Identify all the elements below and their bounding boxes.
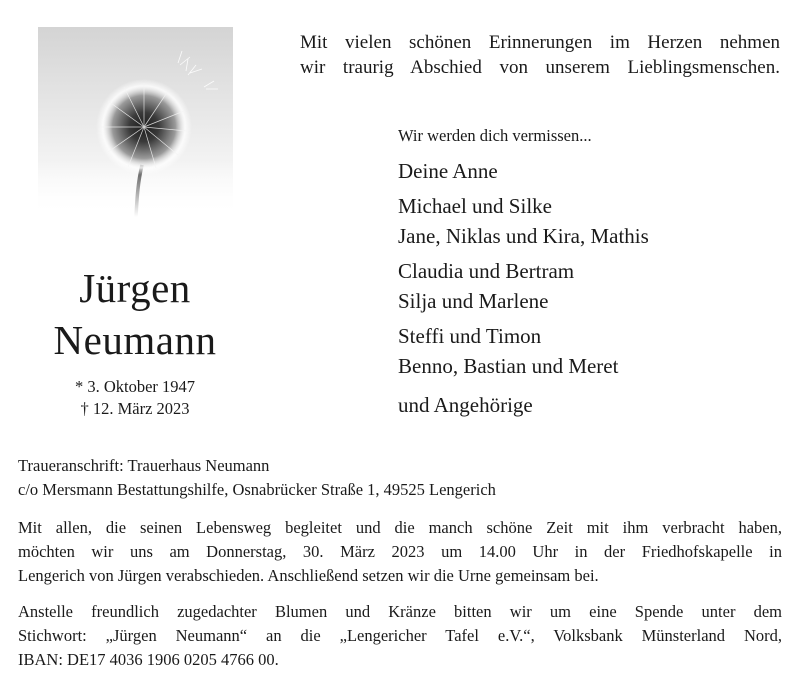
mourner-line: Steffi und Timon [398,324,542,348]
mourner-line: Jane, Niklas und Kira, Mathis [398,224,649,248]
paragraph-line: Lengerich von Jürgen verabschieden. Anschließend setzen wir die Urne gemeinsam bei. [18,566,599,585]
donation-paragraph [18,600,782,672]
mourner-group [398,156,649,186]
address-line: Traueranschrift: Trauerhaus Neumann [18,456,270,475]
mourner-line: Deine Anne [398,159,498,183]
mourner-group [398,191,649,251]
mourner-line: Michael und Silke [398,194,552,218]
deceased-last-name: Neumann [53,317,217,363]
paragraph-line: Anstelle freundlich zugedachter Blumen und Kränze bitten wir um eine Spende unter dem [18,602,782,621]
intro-line: wir traurig Abschied von unserem Lieblingsmenschen. [300,57,780,78]
paragraph-line: möchten wir uns am Donnerstag, 30. März 2023 um 14.00 Uhr in der Friedhofskapelle in [18,542,782,561]
intro-line: Mit vielen schönen Erinnerungen im Herzen nehmen [300,32,780,53]
miss-line: Wir werden dich vermissen... [398,126,592,145]
mourner-group [398,321,649,381]
paragraph-line: IBAN: DE17 4036 1906 0205 4766 00. [18,650,279,669]
dandelion-photo [38,27,233,217]
farewell-paragraph [18,516,782,588]
death-date: † 12. März 2023 [80,399,190,418]
paragraph-line: Stichwort: „Jürgen Neumann“ an die „Lengericher Tafel e.V.“, Volksbank Münsterland Nord, [18,626,782,645]
dandelion-image [38,27,233,217]
mourners-list [398,156,649,420]
intro-text [300,30,780,80]
mourning-address [18,454,788,502]
mourner-line: und Angehörige [398,393,533,417]
mourner-group [398,256,649,316]
life-dates [0,376,270,420]
mourner-line: Benno, Bastian und Meret [398,354,619,378]
birth-date: * 3. Oktober 1947 [74,377,196,396]
paragraph-line: Mit allen, die seinen Lebensweg begleitet und die manch schöne Zeit mit ihm verbracht haben, [18,518,782,537]
mourner-line: Silja und Marlene [398,289,549,313]
deceased-first-name: Jürgen [79,265,191,311]
address-line: c/o Mersmann Bestattungshilfe, Osnabrücker Straße 1, 49525 Lengerich [18,480,496,499]
mourner-line: Claudia und Bertram [398,259,575,283]
mourner-group [398,390,649,420]
